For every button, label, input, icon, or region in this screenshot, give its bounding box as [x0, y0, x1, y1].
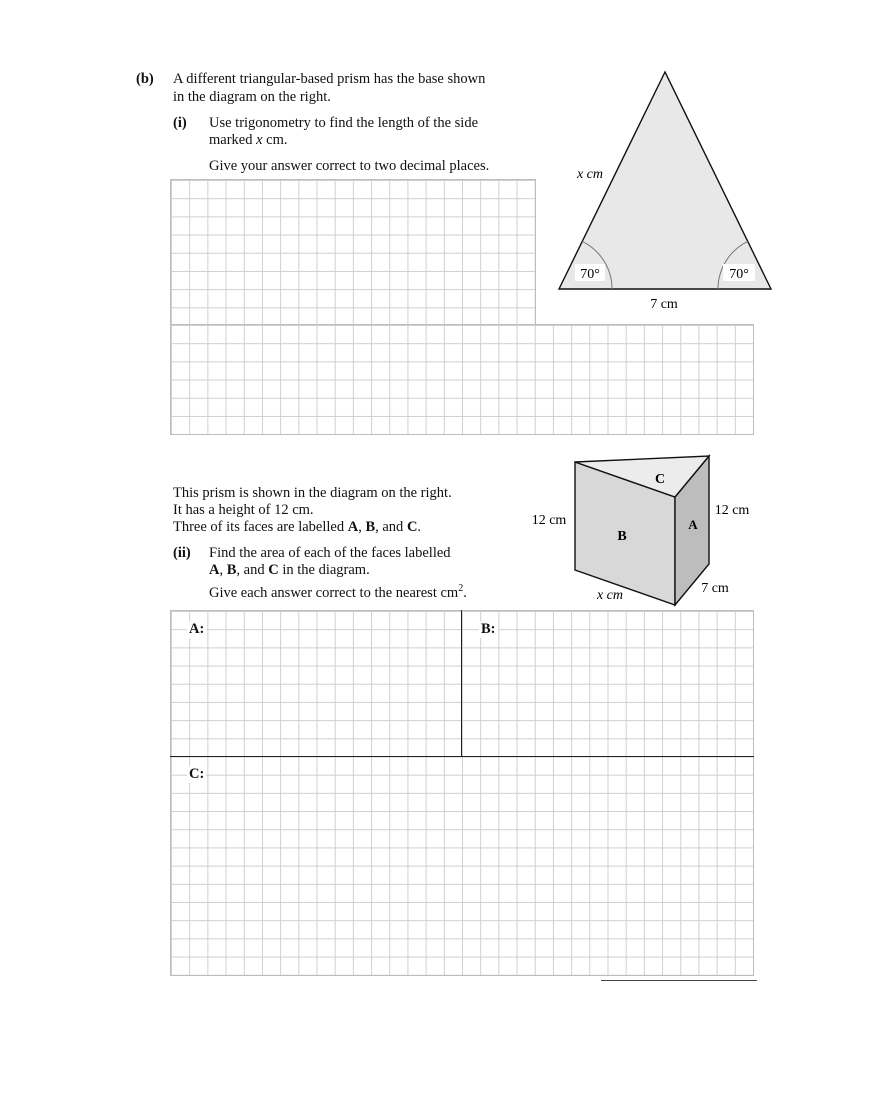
left-height-label: 12 cm [531, 513, 567, 528]
answer-label-b: B: [481, 621, 496, 637]
face-b-ref: B [365, 519, 376, 535]
angle-left-label: 70° [580, 267, 600, 282]
side-x-label: x cm [576, 167, 604, 182]
face-b-label: B [617, 529, 627, 544]
part-i-line2-post: cm. [262, 132, 288, 148]
answer-divider-vertical [461, 610, 462, 757]
squared-superscript: 2 [458, 583, 464, 594]
face-c-ref: C [406, 519, 418, 535]
answer-label-c: C: [189, 766, 205, 782]
face-a-label: A [688, 517, 698, 532]
prism-text-sep1: , [358, 519, 366, 535]
part-ii-line2 [209, 561, 370, 579]
part-ii-face-b: B [226, 562, 237, 578]
answer-divider-horizontal [170, 756, 754, 757]
depth-edge-label: 7 cm [701, 581, 729, 596]
right-height-label: 12 cm [714, 503, 750, 518]
prism-diagram [525, 450, 765, 610]
part-ii-line3 [209, 580, 467, 602]
part-ii-sep2: , and [236, 562, 269, 578]
part-ii-line1: Find the area of each of the faces labelled [209, 545, 451, 561]
prism-text-line2: It has a height of 12 cm. [173, 502, 314, 518]
part-ii-sep1: , [219, 562, 227, 578]
part-ii-label: (ii) [173, 545, 191, 561]
part-ii-line2-post: in the diagram. [278, 562, 370, 578]
bottom-edge-label: x cm [596, 588, 624, 603]
triangle-base-diagram [545, 60, 785, 320]
part-i-line2 [209, 131, 288, 149]
variable-x: x [256, 132, 263, 148]
prism-text-line3-post: . [417, 519, 422, 535]
answer-grid-ii[interactable] [170, 610, 754, 976]
part-ii-line3-post: . [463, 584, 467, 601]
prism-text-line1: This prism is shown in the diagram on the right. [173, 485, 452, 501]
part-i-line3: Give your answer correct to two decimal places. [209, 158, 490, 174]
prism-text-sep2: , and [375, 519, 407, 535]
base-label: 7 cm [650, 297, 678, 312]
prism-text-line3-pre: Three of its faces are labelled [173, 519, 348, 535]
part-b-intro-line2: in the diagram on the right. [173, 89, 331, 105]
answer-label-a: A: [189, 621, 205, 637]
marks-line [601, 980, 757, 981]
prism-text-line3 [173, 518, 421, 536]
face-a-ref: A [347, 519, 359, 535]
face-c-label: C [654, 472, 666, 487]
part-ii-face-c: C [268, 562, 279, 578]
part-b-label: (b) [136, 71, 154, 87]
part-i-line1: Use trigonometry to find the length of the side [209, 115, 479, 131]
part-i-label: (i) [173, 115, 187, 131]
answer-grid-i-lower[interactable] [170, 324, 754, 435]
angle-right-label: 70° [729, 267, 749, 282]
part-ii-face-a: A [209, 562, 220, 578]
answer-grid-i-upper[interactable] [170, 179, 536, 326]
part-b-intro-line1: A different triangular-based prism has the base shown [173, 71, 486, 87]
part-i-line2-pre: marked [209, 132, 257, 148]
part-ii-line3-pre: Give each answer correct to the nearest cm [209, 584, 459, 601]
